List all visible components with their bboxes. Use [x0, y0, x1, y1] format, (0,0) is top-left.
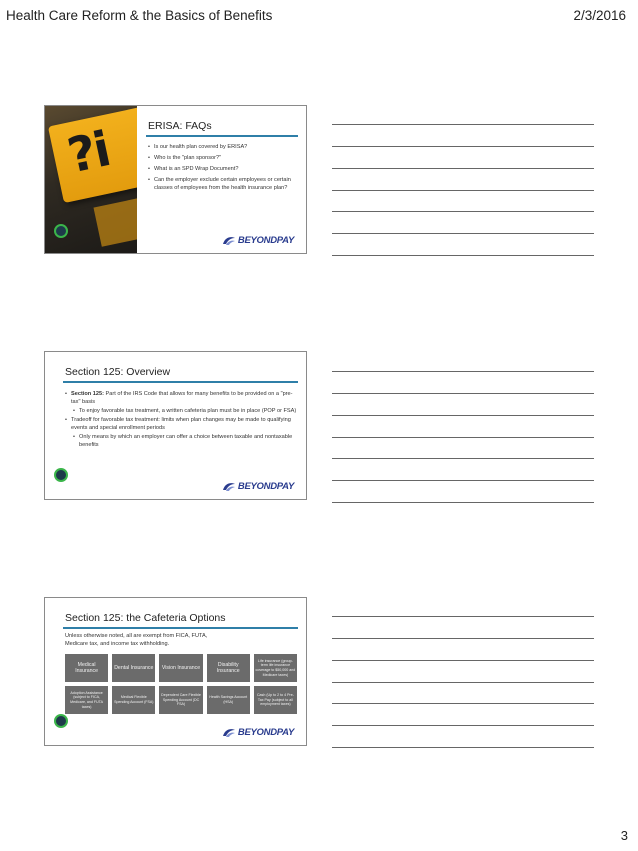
- note-line: [332, 502, 594, 503]
- note-line: [332, 480, 594, 481]
- beyondpay-logo-text: BEYONDPAY: [237, 235, 294, 246]
- note-line: [332, 638, 594, 639]
- bullet-subitem: • To enjoy favorable tax treatment, a written cafeteria plan must be in place (POP or FSA): [73, 407, 300, 415]
- note-line: [332, 703, 594, 704]
- option-cell: Health Savings Account (HSA): [207, 686, 250, 714]
- beyondpay-logo: [222, 727, 294, 738]
- option-cell: Cash (Up to 2 to 4 Pre-Tax Pay (subject to all employment taxes): [254, 686, 297, 714]
- option-cell: Medical Insurance: [65, 654, 108, 682]
- bullet-text: Part of the IRS Code that allows for many benefits to be provided on a "pre-tax" basis: [71, 391, 293, 405]
- bullet-list: [148, 143, 298, 195]
- option-cell: Medical Flexible Spending Account (FSA): [112, 686, 155, 714]
- bullet-list: [65, 390, 300, 450]
- bullet-subitem: • Only means by which an employer can offer a choice between taxable and nontaxable benefits: [73, 433, 300, 449]
- sign-shadow: [93, 195, 137, 247]
- beyondpay-logo-icon: [222, 727, 236, 738]
- beyondpay-logo-icon: [222, 235, 236, 246]
- note-line: [332, 211, 594, 212]
- slide-intro-text: Unless otherwise noted, all are exempt from FICA, FUTA, Medicare tax, and income tax withholding.: [65, 633, 208, 647]
- note-line: [332, 660, 594, 661]
- certification-seal-icon: [54, 468, 68, 482]
- option-cell: Dependent Care Flexible Spending Account (DC FSA): [159, 686, 202, 714]
- note-line: [332, 146, 594, 147]
- note-line: [332, 371, 594, 372]
- slide-cafeteria-options: [44, 597, 307, 746]
- option-cell: Adoption Assistance (subject to FICA, Medicare, and FUTA taxes): [65, 686, 108, 714]
- note-line: [332, 393, 594, 394]
- note-line: [332, 415, 594, 416]
- note-line: [332, 682, 594, 683]
- page-number: 3: [620, 828, 628, 843]
- options-row: [65, 654, 297, 682]
- bullet-item: • What is an SPD Wrap Document?: [148, 165, 298, 173]
- note-line: [332, 124, 594, 125]
- title-rule: [63, 627, 298, 629]
- slide-title: Section 125: the Cafeteria Options: [65, 612, 226, 624]
- title-rule: [63, 381, 298, 383]
- bullet-item: • Tradeoff for favorable tax treatment: limits when plan changes may be made to qualifying events and special enrollment periods: [65, 416, 300, 432]
- title-rule: [146, 135, 298, 137]
- info-sign: [48, 107, 137, 203]
- bullet-item: [65, 390, 300, 406]
- slide-erisa-faqs: [44, 105, 307, 254]
- option-cell: Disability Insurance: [207, 654, 250, 682]
- slide-title: Section 125: Overview: [65, 366, 171, 378]
- note-line: [332, 255, 594, 256]
- certification-seal-icon: [54, 714, 68, 728]
- note-line: [332, 747, 594, 748]
- bullet-bold-label: Section 125:: [71, 391, 104, 397]
- beyondpay-logo-text: BEYONDPAY: [237, 481, 294, 492]
- bullet-item: • Who is the "plan sponsor?": [148, 154, 298, 162]
- note-line: [332, 233, 594, 234]
- note-line: [332, 190, 594, 191]
- options-grid: [65, 654, 297, 718]
- slide-title: ERISA: FAQs: [148, 120, 212, 132]
- note-line: [332, 725, 594, 726]
- beyondpay-logo-text: BEYONDPAY: [237, 727, 294, 738]
- certification-seal-icon: [54, 224, 68, 238]
- slide-section125-overview: [44, 351, 307, 500]
- info-sign-text: ?i: [62, 121, 114, 185]
- bullet-item: • Is our health plan covered by ERISA?: [148, 143, 298, 151]
- document-header-date: 2/3/2016: [573, 8, 626, 23]
- bullet-item: • Can the employer exclude certain employees or certain classes of employees from the health insurance plan?: [148, 176, 298, 192]
- beyondpay-logo: [222, 481, 294, 492]
- option-cell: Vision Insurance: [159, 654, 202, 682]
- note-line: [332, 168, 594, 169]
- beyondpay-logo-icon: [222, 481, 236, 492]
- note-line: [332, 437, 594, 438]
- note-line: [332, 458, 594, 459]
- document-header-title: Health Care Reform & the Basics of Benefits: [6, 8, 273, 23]
- option-cell: Life insurance (group-term life insurance coverage to $50,000 and Medicare taxes): [254, 654, 297, 682]
- beyondpay-logo: [222, 235, 294, 246]
- note-line: [332, 616, 594, 617]
- options-row: [65, 686, 297, 714]
- option-cell: Dental Insurance: [112, 654, 155, 682]
